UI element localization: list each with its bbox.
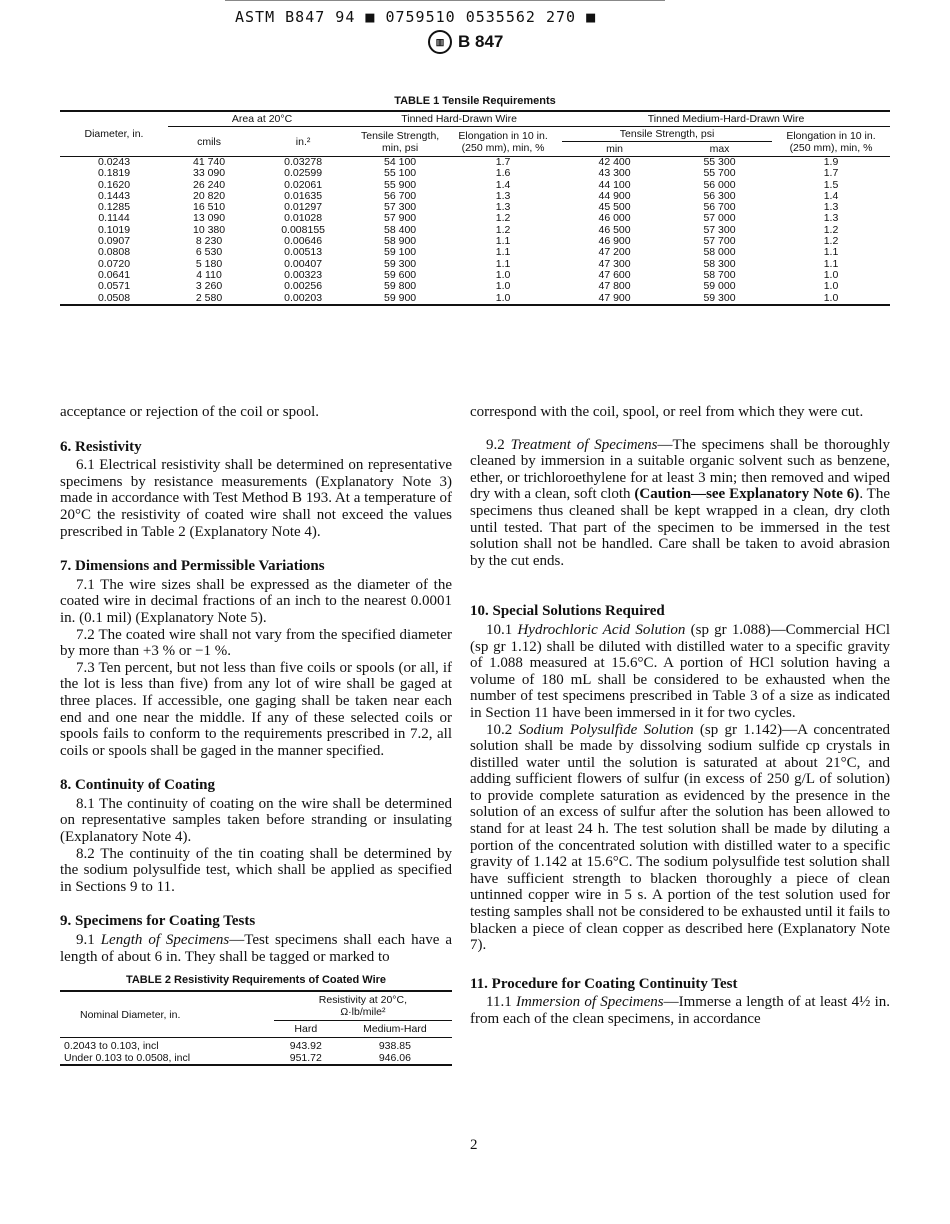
page-number: 2 (470, 1137, 478, 1153)
table-row (60, 293, 890, 305)
group-medium: Tinned Medium-Hard-Drawn Wire (562, 111, 890, 127)
table-cell: 45 500 (598, 201, 631, 214)
table-cell: 1.3 (495, 189, 511, 202)
table-cell: 42 400 (598, 156, 631, 168)
table-cell: 44 900 (598, 189, 631, 202)
table-cell: 0.1019 (97, 223, 131, 236)
table-cell: 1.3 (495, 201, 511, 214)
table-cell: 58 000 (703, 246, 736, 259)
table-cell: 1.3 (823, 212, 839, 225)
table-cell: 47 900 (598, 291, 631, 304)
paragraph: correspond with the coil, spool, or reel from which they were cut. (470, 404, 864, 420)
table-cell: 54 100 (384, 156, 417, 168)
table-cell: 0.008155 (281, 223, 325, 236)
table-cell: 2 580 (195, 291, 223, 304)
table1-title: TABLE 1 Tensile Requirements (394, 95, 556, 107)
table-cell: 47 300 (598, 257, 631, 270)
table-cell: 58 400 (384, 223, 417, 236)
col-nominal: Nominal Diameter, in. (60, 991, 274, 1038)
table-row (60, 259, 890, 270)
table-row (60, 157, 890, 169)
table-row (60, 1038, 452, 1053)
table-cell: 59 100 (384, 246, 417, 259)
group-hard: Tinned Hard-Drawn Wire (356, 111, 562, 127)
table-row (60, 236, 890, 247)
table-row (60, 225, 890, 236)
table-cell: 10 380 (192, 223, 226, 236)
table-row (60, 281, 890, 292)
table-cell: 55 700 (703, 167, 736, 180)
table-cell: 3 260 (195, 280, 223, 293)
table-row (60, 213, 890, 224)
clause-text: —Test specimens shall each have a length of about 6 in. They shall be tagged or marked to (60, 932, 453, 965)
table-cell: 0.1443 (97, 189, 131, 202)
clause-text: . The specimens thus cleaned shall be kept wrapped in a clean, dry cloth until tested. That part of the specimen to be immersed in the test solution shall not be handled. Care shall be taken to avoid abrasion by the cut ends. (470, 486, 890, 569)
clause-title: Sodium Polysulfide Solution (518, 721, 694, 738)
table-cell: 59 000 (703, 280, 736, 293)
clause-text: —Immerse a length of at least 4½ in. from each of the clean specimens, in accordance (470, 994, 890, 1027)
table-cell: 0.1285 (97, 201, 131, 214)
table-cell: 56 700 (703, 201, 736, 214)
top-rule (225, 0, 665, 1)
table-cell: 0.00256 (284, 280, 323, 293)
table-cell: 20 820 (192, 189, 226, 202)
table-cell: 0.0571 (97, 280, 131, 293)
table-cell: 946.06 (378, 1051, 411, 1064)
group-med-tensile: Tensile Strength, psi (562, 127, 772, 142)
table1-tensile-requirements (60, 110, 890, 306)
table-cell: Under 0.103 to 0.0508, incl (64, 1051, 191, 1064)
table-cell: 6 530 (195, 246, 223, 259)
table-cell: 0.01635 (284, 189, 323, 202)
table-cell: 0.02599 (284, 167, 323, 180)
clause-title: Length of Specimens (100, 932, 230, 949)
col-cmils: cmils (168, 127, 250, 157)
table-cell: 59 300 (384, 257, 417, 270)
table-cell: 43 300 (598, 167, 631, 180)
col-medium: Medium-Hard (338, 1021, 452, 1038)
table-cell: 0.0508 (97, 291, 131, 304)
table-row (60, 270, 890, 281)
col-hard-tensile: Tensile Strength, min, psi (356, 127, 444, 157)
table-cell: 59 900 (384, 291, 417, 304)
section-11-heading: 11. Procedure for Coating Continuity Test (470, 975, 738, 992)
paragraph-7-1: 7.1 The wire sizes shall be expressed as the diameter of the coated wire in decimal fractions of an inch to the nearest 0.0001 in. (0.1 mil) (Explanatory Note 5). (60, 576, 452, 626)
clause-text: (sp gr 1.142)—A concentrated solution shall be made by dissolving sodium sulfide cp crystals in distilled water until the solution is saturated at about 21°C, and adding sufficient flowers of sulfur (in excess of 250 g/L of solution) to provide complete saturation as evidenced by the presence in the solution of an excess of sulfur after the solution has been allowed to stand for at least 24 h. The test solution shall be made by diluting a portion of the concentrated solution with distilled water to a specific gravity of 1.142 at 15.6°C. The sodium polysulfide test solution shall have sufficient strength to blacken thoroughly a piece of clean untinned copper wire in 5 s. A portion of the test solution used for testing samples shall not be considered to be exhausted until it fails to blacken a piece of clean copper as described here (Explanatory Note 7). (470, 721, 890, 954)
clause-title: Hydrochloric Acid Solution (517, 621, 686, 638)
table-cell: 58 900 (384, 235, 417, 248)
table-cell: 55 100 (384, 167, 417, 180)
col-hard-elong: Elongation in 10 in. (250 mm), min, % (444, 127, 562, 157)
table-cell: 0.0907 (97, 235, 131, 248)
table-cell: 0.01297 (284, 201, 323, 214)
table-cell: 1.6 (495, 167, 511, 180)
table-cell: 0.00646 (284, 235, 323, 248)
table-cell: 0.0243 (97, 156, 131, 168)
resistivity-label: Resistivity at 20°C, (318, 994, 408, 1006)
col-in2: in.² (250, 127, 356, 157)
table2-title: TABLE 2 Resistivity Requirements of Coated Wire (125, 974, 387, 986)
table-cell: 1.2 (823, 223, 839, 236)
paragraph-6-1: 6.1 Electrical resistivity shall be determined on representative specimens by resistance measurements (Explanatory Note 3) made in accordance with Test Method B 193. At a temperature of 20°C the resistivity of coated wire shall not exceed the values prescribed in Table 2 (Explanatory Note 4). (60, 457, 452, 540)
group-area: Area at 20°C (168, 111, 356, 127)
col-max: max (667, 142, 772, 157)
col-hard: Hard (274, 1021, 338, 1038)
table-row (60, 180, 890, 191)
table-cell: 8 230 (195, 235, 223, 248)
table-cell: 1.7 (823, 167, 839, 180)
table-cell: 1.0 (823, 291, 839, 304)
section-8-heading: 8. Continuity of Coating (60, 777, 216, 794)
section-7-heading: 7. Dimensions and Permissible Variations (60, 558, 325, 575)
table-cell: 943.92 (289, 1040, 322, 1052)
table-cell: 57 900 (384, 212, 417, 225)
table-cell: 58 700 (703, 268, 736, 281)
table-cell: 33 090 (192, 167, 226, 180)
clause-number: 9.1 (76, 932, 101, 949)
section-6-heading: 6. Resistivity (60, 438, 142, 455)
table-cell: 1.2 (495, 223, 511, 236)
table-cell: 56 300 (703, 189, 736, 202)
col-med-elong: Elongation in 10 in. (250 mm), min, % (772, 127, 890, 157)
col-diameter: Diameter, in. (60, 111, 168, 157)
table-cell: 938.85 (378, 1040, 411, 1052)
paragraph-7-3: 7.3 Ten percent, but not less than five coils or spools (or all, if the lot is less than five) from any lot of wire shall be gaged at three places. If accessible, one gaging shall be taken near each end and one near the middle. If any of these selected coils or spools fails to conform to the requirements prescribed in 7.2, all coils or spools shall be gaged in the manner specified. (60, 659, 452, 759)
table-cell: 26 240 (192, 178, 226, 191)
table-cell: 44 100 (598, 178, 631, 191)
table-cell: 1.5 (823, 178, 839, 191)
table-cell: 1.1 (495, 246, 511, 259)
table-cell: 59 300 (703, 291, 736, 304)
table-cell: 4 110 (196, 268, 222, 281)
table-cell: 47 600 (598, 268, 631, 281)
table-cell: 0.2043 to 0.103, incl (64, 1040, 159, 1052)
clause-number: 11.1 (486, 994, 516, 1011)
table-cell: 0.1144 (98, 212, 130, 225)
table-cell: 1.4 (495, 178, 511, 191)
table-cell: 47 800 (598, 280, 631, 293)
table-cell: 46 000 (598, 212, 631, 225)
table-cell: 57 000 (703, 212, 736, 225)
clause-title: Treatment of Specimens (510, 436, 658, 453)
paragraph-9-1 (60, 932, 452, 965)
table-cell: 0.1819 (97, 167, 131, 180)
clause-text: —The specimens shall be thoroughly cleaned by immersion in a suitable organic solvent such as benzene, ether, or trichloroethylene for at least 3 min; then removed and wiped dry with a clean, soft cloth (470, 436, 891, 503)
table-cell: 55 900 (384, 178, 417, 191)
caution-note: (Caution—see Explanatory Note 6) (634, 486, 860, 503)
table-cell: 0.00407 (284, 257, 323, 270)
col-min: min (562, 142, 667, 157)
table-cell: 951.72 (289, 1051, 322, 1064)
clause-number: 10.2 (486, 721, 519, 738)
table-cell: 1.7 (495, 156, 511, 168)
table-cell: 59 800 (384, 280, 417, 293)
section-9-heading: 9. Specimens for Coating Tests (60, 913, 256, 930)
table-cell: 1.4 (823, 189, 839, 202)
right-column (470, 404, 890, 1028)
table-cell: 46 900 (598, 235, 631, 248)
table-cell: 1.0 (823, 268, 839, 281)
table-cell: 0.02061 (284, 178, 323, 191)
section-10-heading: 10. Special Solutions Required (470, 603, 665, 620)
table-cell: 0.1620 (97, 178, 131, 191)
clause-number: 9.2 (486, 436, 511, 453)
paragraph-11-1 (470, 994, 890, 1027)
table-row (60, 168, 890, 179)
table-row (60, 191, 890, 202)
paragraph-7-2: 7.2 The coated wire shall not vary from the specified diameter by more than +3 % or −1 %. (60, 626, 452, 660)
paragraph: acceptance or rejection of the coil or spool. (60, 404, 320, 420)
table-cell: 1.9 (823, 156, 839, 168)
table-row (60, 247, 890, 258)
table-cell: 58 300 (703, 257, 736, 270)
table-cell: 56 000 (703, 178, 736, 191)
table-cell: 56 700 (384, 189, 417, 202)
astm-logo (428, 30, 503, 54)
paragraph-8-2: 8.2 The continuity of the tin coating shall be determined by the sodium polysulfide test, which shall be applied as specified in Sections 9 to 11. (60, 845, 452, 895)
table-cell: 0.0641 (97, 268, 131, 281)
table-row (60, 202, 890, 213)
scan-header: ASTM B847 94 ■ 0759510 0535562 270 ■ (235, 8, 597, 26)
table-cell: 1.0 (823, 280, 839, 293)
table-cell: 5 180 (195, 257, 223, 270)
table-cell: 0.03278 (284, 156, 323, 168)
table-cell: 1.1 (495, 257, 511, 270)
table-row (60, 1053, 452, 1066)
table-cell: 1.2 (495, 212, 511, 225)
table2-resistivity (60, 990, 452, 1066)
table-cell: 1.1 (823, 246, 839, 259)
table-cell: 55 300 (703, 156, 736, 168)
resistivity-unit: Ω·lb/mile² (340, 1006, 386, 1018)
table-cell: 0.0720 (97, 257, 131, 270)
table-cell: 57 300 (384, 201, 417, 214)
clause-title: Immersion of Specimens (515, 994, 664, 1011)
table-cell: 1.3 (823, 201, 839, 214)
standard-designation: B 847 (458, 32, 504, 51)
table-cell: 59 600 (384, 268, 417, 281)
table-cell: 46 500 (598, 223, 631, 236)
table-cell: 47 200 (598, 246, 631, 259)
table-cell: 57 300 (703, 223, 736, 236)
astm-logo-icon: ▥ (428, 30, 452, 54)
table-cell: 1.2 (823, 235, 839, 248)
left-column (60, 404, 452, 965)
table-cell: 41 740 (192, 156, 226, 168)
clause-text: (sp gr 1.088)—Commercial HCl (sp gr 1.12) shall be diluted with distilled water to a specific gravity of 1.088 measured at 15.6°C. A portion of HCl solution having a volume of 180 mL shall be considered to be exhausted when the number of test specimens prescribed in Table 3 of a size as indicated in Section 11 have been immersed in it for two cycles. (470, 621, 890, 721)
table-cell: 0.00203 (284, 291, 323, 304)
table-cell: 16 510 (192, 201, 226, 214)
paragraph-8-1: 8.1 The continuity of coating on the wire shall be determined on representative samples taken before stranding or insulating (Explanatory Note 4). (60, 795, 452, 846)
paragraph-10-2 (470, 722, 890, 954)
table-cell: 1.0 (495, 291, 511, 304)
table-cell: 0.01028 (284, 212, 323, 225)
table-cell: 1.1 (495, 235, 511, 248)
table-cell: 57 700 (703, 235, 736, 248)
table-cell: 0.00323 (284, 268, 323, 281)
table-cell: 0.00513 (284, 246, 323, 259)
table-cell: 0.0808 (97, 246, 131, 259)
paragraph-10-1 (470, 622, 890, 722)
clause-number: 10.1 (486, 621, 518, 638)
table-cell: 13 090 (192, 212, 226, 225)
table-cell: 1.0 (495, 280, 511, 293)
group-resistivity (274, 991, 452, 1021)
table-cell: 1.1 (823, 257, 839, 270)
table-cell: 1.0 (495, 268, 511, 281)
paragraph-9-2 (470, 437, 890, 570)
